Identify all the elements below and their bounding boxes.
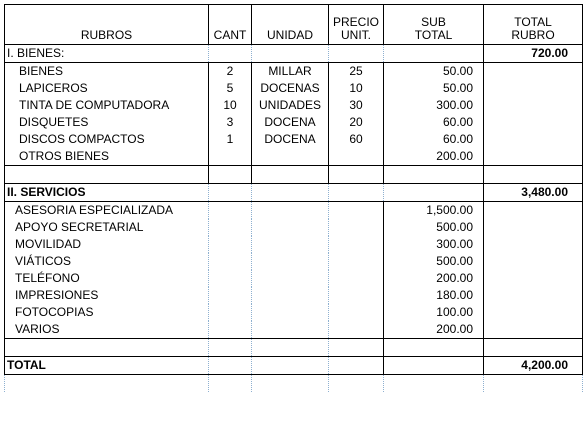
item-subtotal: 500.00 xyxy=(384,253,484,270)
item-subtotal: 60.00 xyxy=(384,114,484,131)
grand-total-row xyxy=(5,357,583,375)
item-unidad: MILLAR xyxy=(252,63,329,81)
item-subtotal: 300.00 xyxy=(384,236,484,253)
item-cant: 10 xyxy=(209,97,252,114)
item-precio: 25 xyxy=(329,63,384,81)
table-row xyxy=(5,80,583,97)
table-row xyxy=(5,202,583,220)
section-bienes-total: 720.00 xyxy=(484,45,583,63)
spacer-row xyxy=(5,375,583,393)
item-name: VARIOS xyxy=(5,321,209,339)
header-total-rubro: TOTAL RUBRO xyxy=(484,5,583,45)
item-name: DISQUETES xyxy=(5,114,209,131)
table-row xyxy=(5,97,583,114)
item-cant: 1 xyxy=(209,131,252,148)
item-subtotal: 100.00 xyxy=(384,304,484,321)
item-unidad xyxy=(252,148,329,166)
item-subtotal: 200.00 xyxy=(384,321,484,339)
section-servicios-row xyxy=(5,184,583,202)
spacer-row xyxy=(5,166,583,184)
item-name: OTROS BIENES xyxy=(5,148,209,166)
item-precio: 30 xyxy=(329,97,384,114)
item-cant xyxy=(209,148,252,166)
section-bienes-label: I. BIENES: xyxy=(5,45,209,63)
table-row xyxy=(5,131,583,148)
section-servicios-total: 3,480.00 xyxy=(484,184,583,202)
item-name: FOTOCOPIAS xyxy=(5,304,209,321)
header-cant: CANT xyxy=(209,5,252,45)
budget-table xyxy=(4,4,583,392)
table-row xyxy=(5,253,583,270)
section-bienes-row xyxy=(5,45,583,63)
item-unidad: UNIDADES xyxy=(252,97,329,114)
header-precio: PRECIO UNIT. xyxy=(329,5,384,45)
item-name: LAPICEROS xyxy=(5,80,209,97)
item-name: APOYO SECRETARIAL xyxy=(5,219,209,236)
item-name: IMPRESIONES xyxy=(5,287,209,304)
table-row xyxy=(5,63,583,81)
item-precio: 20 xyxy=(329,114,384,131)
table-row xyxy=(5,148,583,166)
grand-total-value: 4,200.00 xyxy=(484,357,583,375)
item-cant: 5 xyxy=(209,80,252,97)
item-name: BIENES xyxy=(5,63,209,81)
item-name: MOVILIDAD xyxy=(5,236,209,253)
budget-sheet xyxy=(4,4,583,392)
item-precio: 60 xyxy=(329,131,384,148)
table-row xyxy=(5,304,583,321)
section-servicios-label: II. SERVICIOS xyxy=(5,184,209,202)
header-row xyxy=(5,5,583,45)
item-subtotal: 50.00 xyxy=(384,80,484,97)
item-subtotal: 300.00 xyxy=(384,97,484,114)
header-rubros: RUBROS xyxy=(5,5,209,45)
item-subtotal: 1,500.00 xyxy=(384,202,484,220)
table-row xyxy=(5,114,583,131)
spacer-row xyxy=(5,339,583,357)
item-subtotal: 60.00 xyxy=(384,131,484,148)
item-unidad: DOCENA xyxy=(252,114,329,131)
item-subtotal: 200.00 xyxy=(384,270,484,287)
header-subtotal: SUB TOTAL xyxy=(384,5,484,45)
table-row xyxy=(5,321,583,339)
table-row xyxy=(5,287,583,304)
table-row xyxy=(5,270,583,287)
item-unidad: DOCENAS xyxy=(252,80,329,97)
item-cant: 2 xyxy=(209,63,252,81)
item-name: ASESORIA ESPECIALIZADA xyxy=(5,202,209,220)
item-subtotal: 180.00 xyxy=(384,287,484,304)
item-name: TELÉFONO xyxy=(5,270,209,287)
item-cant: 3 xyxy=(209,114,252,131)
grand-total-label: TOTAL xyxy=(5,357,209,375)
item-precio: 10 xyxy=(329,80,384,97)
item-subtotal: 500.00 xyxy=(384,219,484,236)
item-unidad: DOCENA xyxy=(252,131,329,148)
item-name: TINTA DE COMPUTADORA xyxy=(5,97,209,114)
item-precio xyxy=(329,148,384,166)
item-subtotal: 50.00 xyxy=(384,63,484,81)
table-row xyxy=(5,236,583,253)
item-subtotal: 200.00 xyxy=(384,148,484,166)
header-unidad: UNIDAD xyxy=(252,5,329,45)
item-name: VIÁTICOS xyxy=(5,253,209,270)
table-row xyxy=(5,219,583,236)
item-name: DISCOS COMPACTOS xyxy=(5,131,209,148)
